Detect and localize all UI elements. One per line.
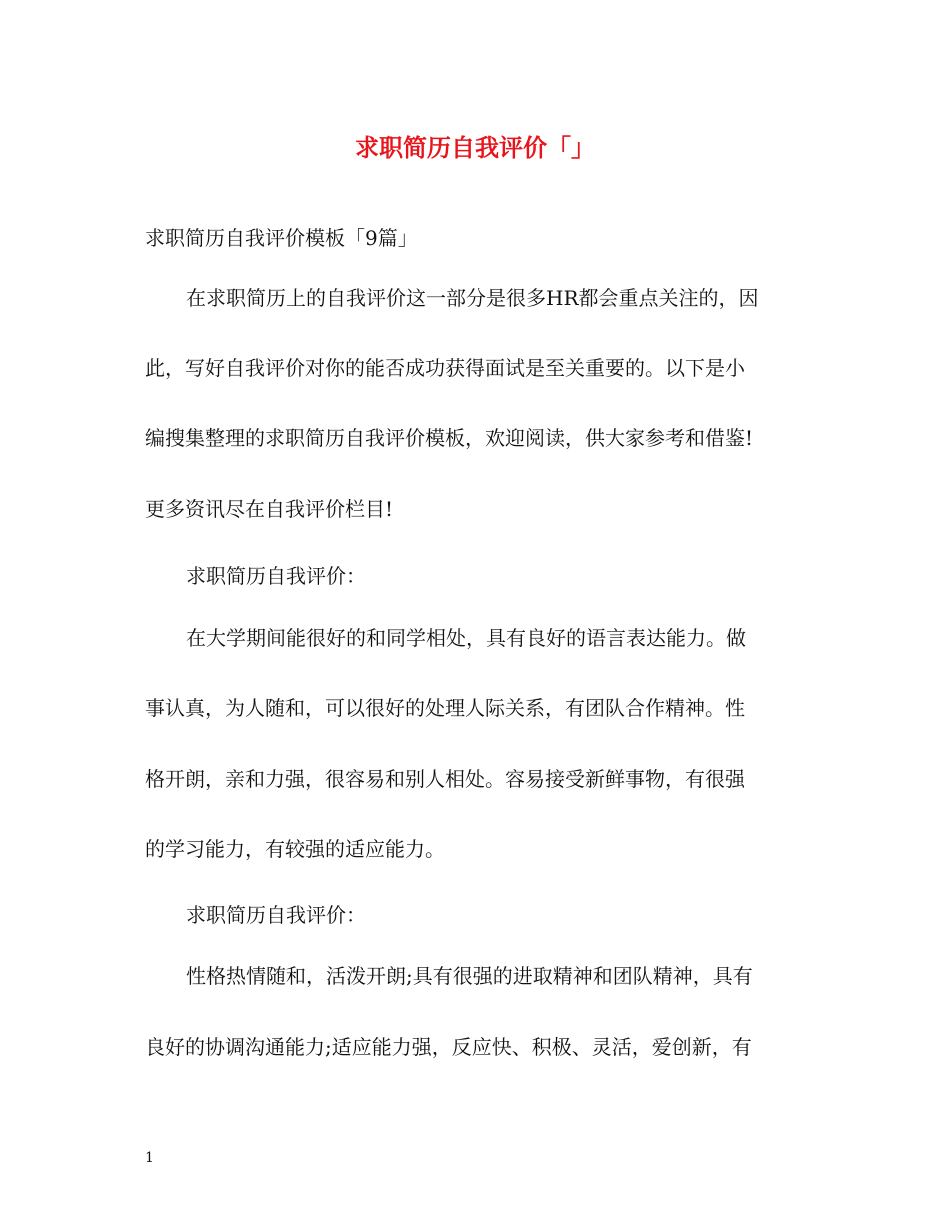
paragraph-line: 在求职简历上的自我评价这一部分是很多HR都会重点关注的，因 — [186, 286, 759, 310]
paragraph-line: 事认真，为人随和，可以很好的处理人际关系，有团队合作精神。性 — [145, 696, 745, 720]
paragraph-line: 此，写好自我评价对你的能否成功获得面试是至关重要的。以下是小 — [145, 356, 745, 380]
document-subtitle: 求职简历自我评价模板「9篇」 — [145, 226, 418, 250]
page-number: 1 — [145, 1150, 154, 1166]
paragraph-line: 良好的协调沟通能力;适应能力强，反应快、积极、灵活，爱创新，有 — [145, 1035, 752, 1059]
paragraph-line: 性格热情随和，活泼开朗;具有很强的进取精神和团队精神，具有 — [186, 964, 753, 988]
paragraph-line: 格开朗，亲和力强，很容易和别人相处。容易接受新鲜事物，有很强 — [145, 767, 745, 791]
paragraph-line: 的学习能力，有较强的适应能力。 — [145, 837, 445, 861]
paragraph-line: 在大学期间能很好的和同学相处，具有良好的语言表达能力。做 — [186, 626, 746, 650]
paragraph-line: 编搜集整理的求职简历自我评价模板，欢迎阅读，供大家参考和借鉴! — [145, 426, 754, 450]
paragraph-line: 更多资讯尽在自我评价栏目! — [145, 497, 394, 521]
section-heading: 求职简历自我评价： — [186, 564, 366, 588]
section-heading: 求职简历自我评价： — [186, 903, 366, 927]
document-title: 求职简历自我评价「」 — [355, 133, 595, 162]
